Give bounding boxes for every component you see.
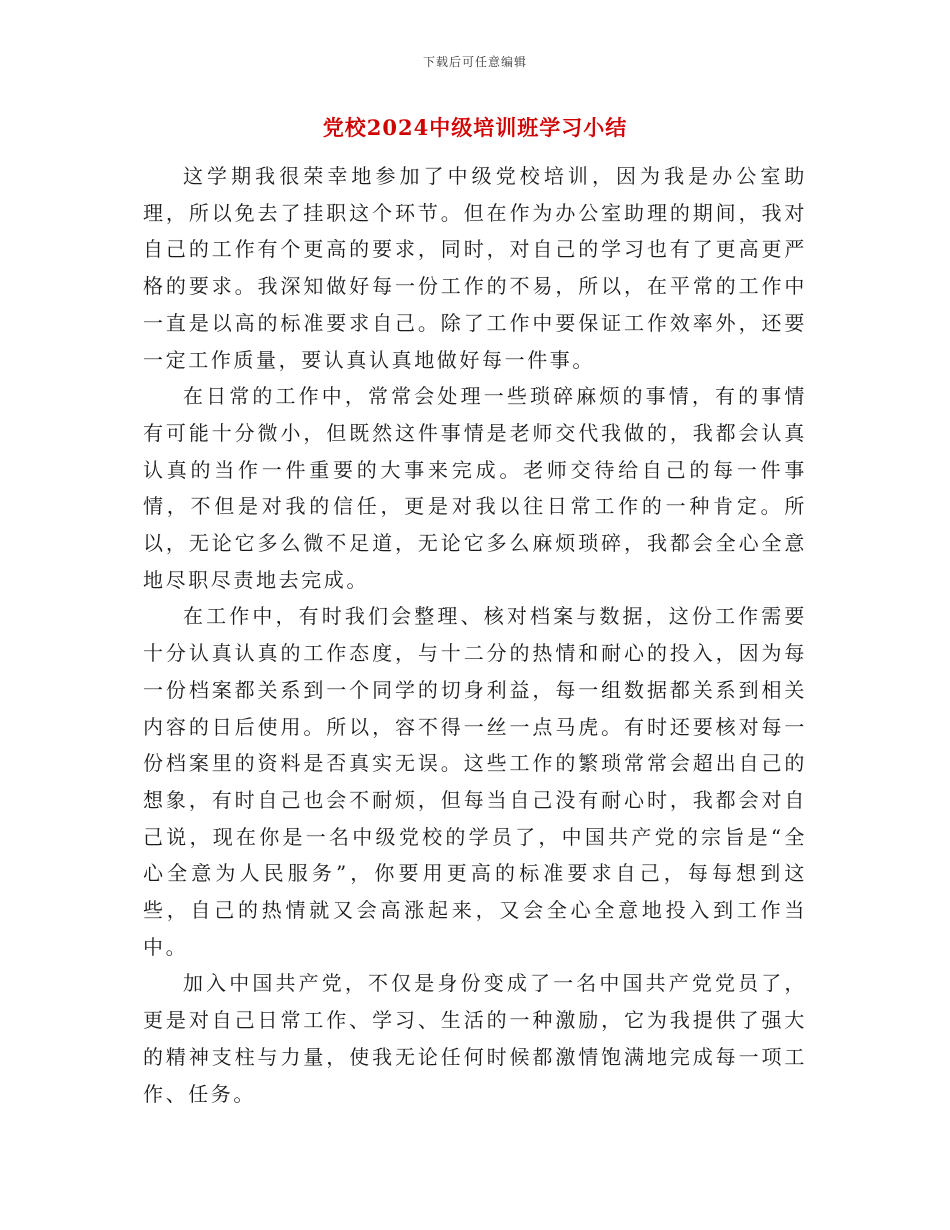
body-paragraph-3: 在工作中，有时我们会整理、核对档案与数据，这份工作需要十分认真认真的工作态度，与十二分的热情和耐心的投入，因为每一份档案都关系到一个同学的切身利益，每一组数据都关系到相关内容的日后使用。所以，容不得一丝一点马虎。有时还要核对每一份档案里的资料是否真实无误。这些工作的繁琐常常会超出自己的想象，有时自己也会不耐烦，但每当自己没有耐心时，我都会对自己说，现在你是一名中级党校的学员了，中国共产党的宗旨是“全心全意为人民服务”，你要用更高的标准要求自己，每每想到这些，自己的热情就又会高涨起来，又会全心全意地投入到工作当中。 — [143, 604, 807, 959]
body-paragraph-2: 在日常的工作中，常常会处理一些琐碎麻烦的事情，有的事情有可能十分微小，但既然这件事情是老师交代我做的，我都会认真认真的当作一件重要的大事来完成。老师交待给自己的每一件事情，不但是对我的信任，更是对我以往日常工作的一种肯定。所以，无论它多么微不足道，无论它多么麻烦琐碎，我都会全心全意地尽职尽责地去完成。 — [143, 384, 807, 592]
body-paragraph-1: 这学期我很荣幸地参加了中级党校培训，因为我是办公室助理，所以免去了挂职这个环节。但在作为办公室助理的期间，我对自己的工作有个更高的要求，同时，对自己的学习也有了更高更严格的要求。我深知做好每一份工作的不易，所以，在平常的工作中一直是以高的标准要求自己。除了工作中要保证工作效率外，还要一定工作质量，要认真认真地做好每一件事。 — [143, 164, 807, 372]
document-body — [143, 158, 807, 1112]
document-title: 党校2024中级培训班学习小结 — [322, 115, 628, 140]
body-paragraph-4: 加入中国共产党，不仅是身份变成了一名中国共产党党员了，更是对自己日常工作、学习、生活的一种激励，它为我提供了强大的精神支柱与力量，使我无论任何时候都激情饱满地完成每一项工作、任务。 — [143, 971, 807, 1106]
page-header-note: 下载后可任意编辑 — [422, 55, 527, 69]
